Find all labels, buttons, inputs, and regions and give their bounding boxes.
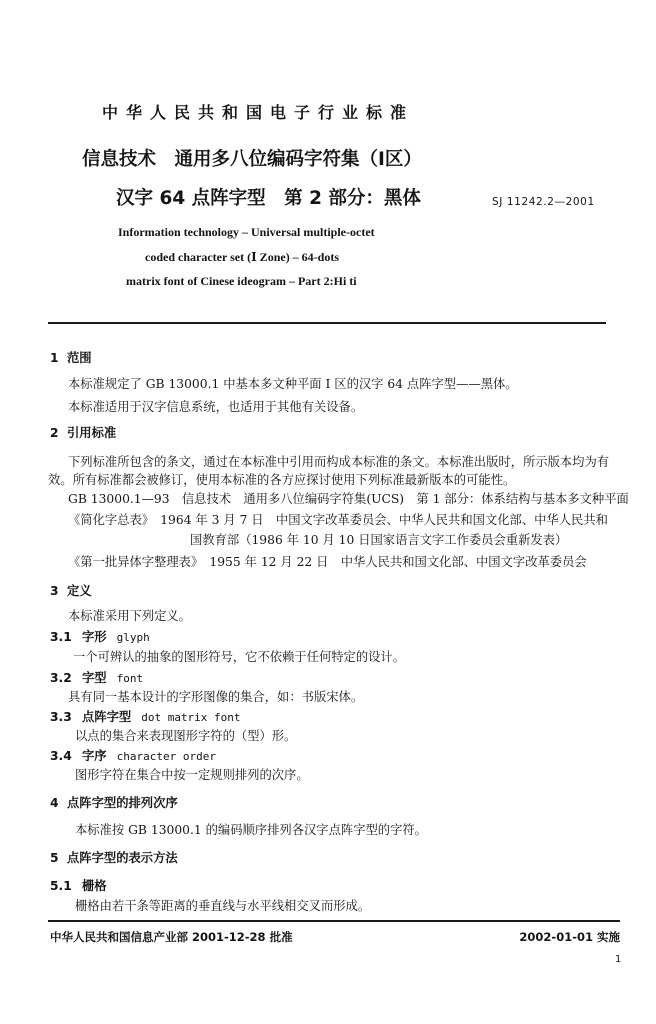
section-number: 2	[50, 426, 59, 440]
section-number: 3	[50, 584, 59, 598]
section-number: 1	[50, 351, 59, 365]
section-title: 点阵字型的排列次序	[67, 796, 178, 810]
paragraph: 本标准适用于汉字信息系统，也适用于其他有关设备。	[68, 400, 364, 414]
subsection-number: 5.1	[50, 879, 72, 893]
approval-line: 中华人民共和国信息产业部 2001-12-28 批准	[50, 930, 293, 944]
definition-description: 具有同一基本设计的字形图像的集合，如：书版宋体。	[68, 690, 364, 704]
paragraph: 本标准规定了 GB 13000.1 中基本多文种平面 Ⅰ 区的汉字 64 点阵字型——黑体。	[68, 377, 518, 391]
definition-number: 3.4	[50, 749, 72, 763]
standard-code: SJ 11242.2—2001	[492, 196, 595, 208]
section-heading	[50, 425, 116, 441]
definition-term	[50, 670, 143, 687]
section-heading	[50, 850, 178, 866]
section-title: 点阵字型的表示方法	[67, 851, 178, 865]
title-zh-line1: 信息技术 通用多八位编码字符集（Ⅰ区）	[82, 149, 422, 170]
implementation-date: 2002-01-01 实施	[519, 930, 620, 944]
section-heading	[50, 350, 92, 366]
paragraph: 本标准按 GB 13000.1 的编码顺序排列各汉字点阵字型的字符。	[75, 823, 427, 837]
definition-description: 以点的集合来表现图形字符的（型）形。	[75, 729, 297, 743]
definition-term-en: glyph	[116, 631, 150, 644]
definition-term-zh: 字形	[82, 630, 107, 644]
definition-term	[50, 629, 150, 646]
title-en-line1: Information technology – Universal multiple-octet	[118, 225, 375, 239]
header-divider	[48, 322, 606, 324]
definition-description: 图形字符在集合中按一定规则排列的次序。	[75, 768, 309, 782]
industry-standard-header: 中华人民共和国电子行业标准	[102, 103, 415, 122]
title-zh-line2: 汉字 64 点阵字型 第 2 部分：黑体	[116, 188, 421, 209]
definition-term-zh: 字型	[82, 671, 107, 685]
paragraph: 栅格由若干条等距离的垂直线与水平线相交叉而形成。	[75, 899, 371, 913]
title-en-line2: coded character set (Ⅰ Zone) – 64-dots	[145, 250, 340, 264]
paragraph: 效。所有标准都会被修订，使用本标准的各方应探讨使用下列标准最新版本的可能性。	[48, 473, 516, 487]
section-heading	[50, 795, 178, 811]
section-number: 4	[50, 796, 59, 810]
footer-divider	[48, 920, 620, 922]
reference-item: 《第一批异体字整理表》 1955 年 12 月 22 日 中华人民共和国文化部、中国文字改革委员会	[68, 555, 587, 569]
page-number: 1	[615, 954, 622, 965]
definition-number: 3.3	[50, 710, 72, 724]
title-en-line3: matrix font of Cinese ideogram – Part 2:Hi ti	[126, 274, 357, 288]
definition-term-zh: 点阵字型	[82, 710, 132, 724]
section-heading	[50, 583, 92, 599]
section-title: 引用标准	[67, 426, 117, 440]
section-title: 范围	[67, 351, 92, 365]
paragraph: 本标准采用下列定义。	[68, 609, 191, 623]
definition-term	[50, 709, 241, 726]
definition-number: 3.2	[50, 671, 72, 685]
definition-number: 3.1	[50, 630, 72, 644]
definition-term-en: dot matrix font	[141, 711, 241, 724]
definition-term-en: font	[116, 672, 144, 685]
subsection-heading	[50, 878, 117, 894]
reference-item: 《简化字总表》 1964 年 3 月 7 日 中国文字改革委员会、中华人民共和国文化部、中华人民共和	[68, 513, 608, 527]
reference-item: GB 13000.1—93 信息技术 通用多八位编码字符集(UCS) 第 1 部分：体系结构与基本多文种平面	[68, 492, 629, 506]
subsection-title: 栅格	[82, 879, 107, 893]
definition-description: 一个可辨认的抽象的图形符号，它不依赖于任何特定的设计。	[73, 650, 406, 664]
definition-term-zh: 字序	[82, 749, 107, 763]
definition-term-en: character order	[116, 750, 216, 763]
definition-term	[50, 748, 216, 765]
paragraph: 下列标准所包含的条文，通过在本标准中引用而构成本标准的条文。本标准出版时，所示版本均为有	[68, 455, 610, 469]
section-title: 定义	[67, 584, 92, 598]
reference-item-continued: 国教育部（1986 年 10 月 10 日国家语言文字工作委员会重新发表）	[190, 533, 568, 547]
section-number: 5	[50, 851, 59, 865]
